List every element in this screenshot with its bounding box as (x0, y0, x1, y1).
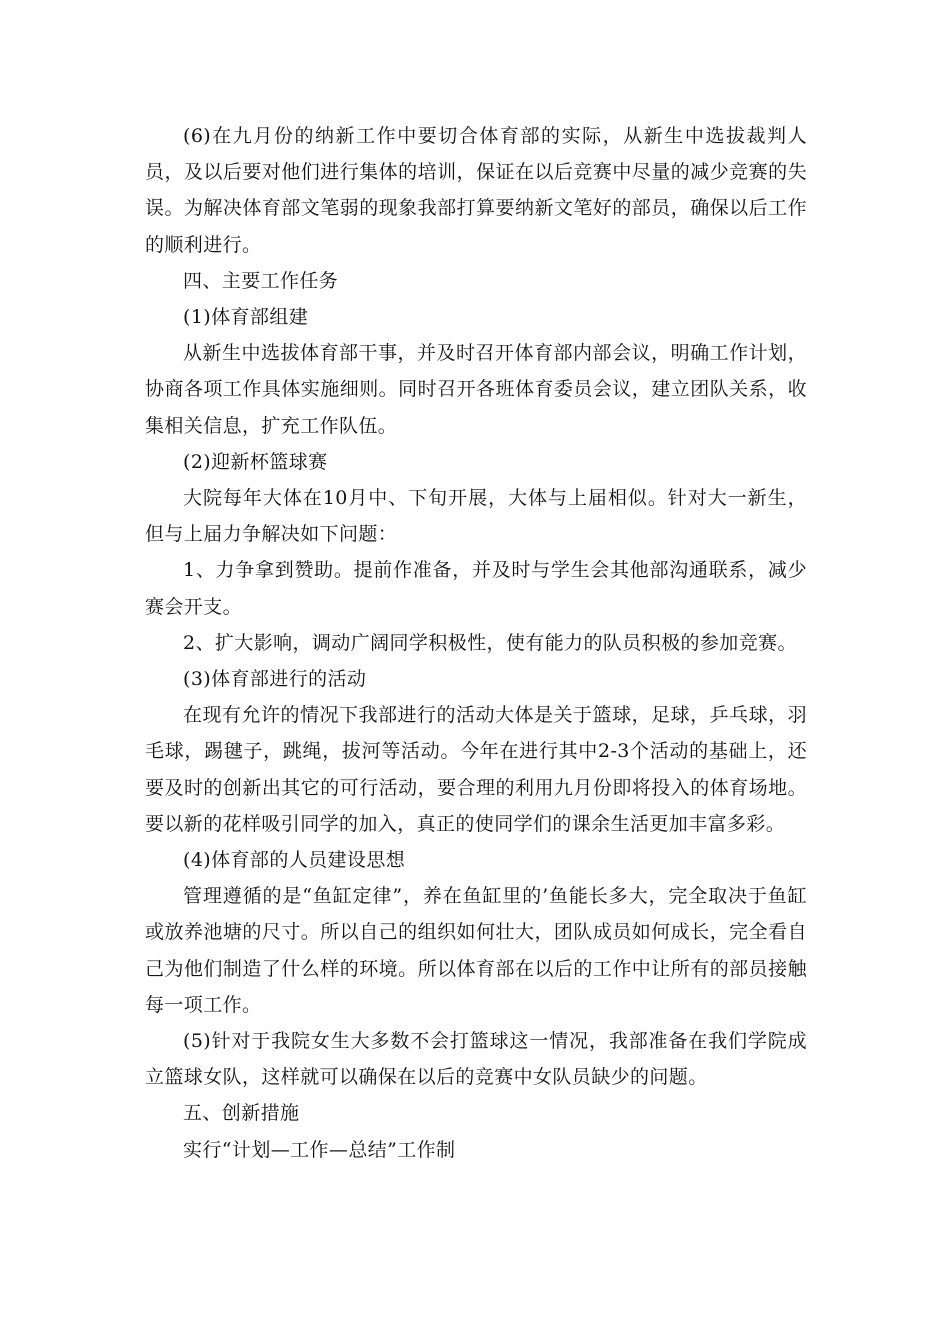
section-heading-innovation: 五、创新措施 (183, 1102, 300, 1125)
list-item-sponsorship: 1、力争拿到赞助。提前作准备，并及时与学生会其他部沟通联系，减少赛会开支。 (145, 559, 807, 618)
paragraph-department-formation: 从新生中选拔体育部干事，并及时召开体育部内部会议，明确工作计划，协商各项工作具体实施细则。同时召开各班体育委员会议，建立团队关系，收集相关信息，扩充工作队伍。 (145, 342, 807, 437)
paragraph-item-6-recruitment: (6)在九月份的纳新工作中要切合体育部的实际，从新生中选拔裁判人员，及以后要对他们进行集体的培训，保证在以后竞赛中尽量的减少竞赛的失误。为解决体育部文笔弱的现象我部打算要纳新文笔好的部员，确保以后工作的顺利进行。 (145, 125, 807, 256)
subheading-personnel-building: (4)体育部的人员建设思想 (183, 849, 406, 872)
paragraph-fish-tank-law: 管理遵循的是“鱼缸定律”，养在鱼缸里的’鱼能长多大，完全取决于鱼缸或放养池塘的尺寸。所以自己的组织如何壮大，团队成员如何成长，完全看自己为他们制造了什么样的环境。所以体育部在以后的工作中让所有的部员接触每一项工作。 (145, 885, 807, 1016)
document-body (145, 118, 807, 1168)
section-heading-main-tasks: 四、主要工作任务 (183, 269, 339, 292)
paragraph-plan-work-summary: 实行“计划—工作—总结”工作制 (183, 1138, 456, 1161)
subheading-welcome-cup-basketball: (2)迎新杯篮球赛 (183, 450, 328, 473)
paragraph-welcome-cup-intro: 大院每年大体在10月中、下旬开展，大体与上届相似。针对大一新生，但与上届力争解决如下问题： (145, 487, 807, 546)
subheading-department-activities: (3)体育部进行的活动 (183, 668, 367, 691)
paragraph-women-basketball-team: (5)针对于我院女生大多数不会打篮球这一情况，我部准备在我们学院成立篮球女队，这样就可以确保在以后的竞赛中女队员缺少的问题。 (145, 1030, 807, 1089)
list-item-influence: 2、扩大影响，调动广阔同学积极性，使有能力的队员积极的参加竞赛。 (183, 631, 797, 654)
paragraph-department-activities: 在现有允许的情况下我部进行的活动大体是关于篮球，足球，乒乓球，羽毛球，踢毽子，跳绳，拔河等活动。今年在进行其中2-3个活动的基础上，还要及时的创新出其它的可行活动，要合理的利用九月份即将投入的体育场地。要以新的花样吸引同学的加入，真正的使同学们的课余生活更加丰富多彩。 (145, 704, 807, 835)
subheading-department-formation: (1)体育部组建 (183, 306, 309, 329)
